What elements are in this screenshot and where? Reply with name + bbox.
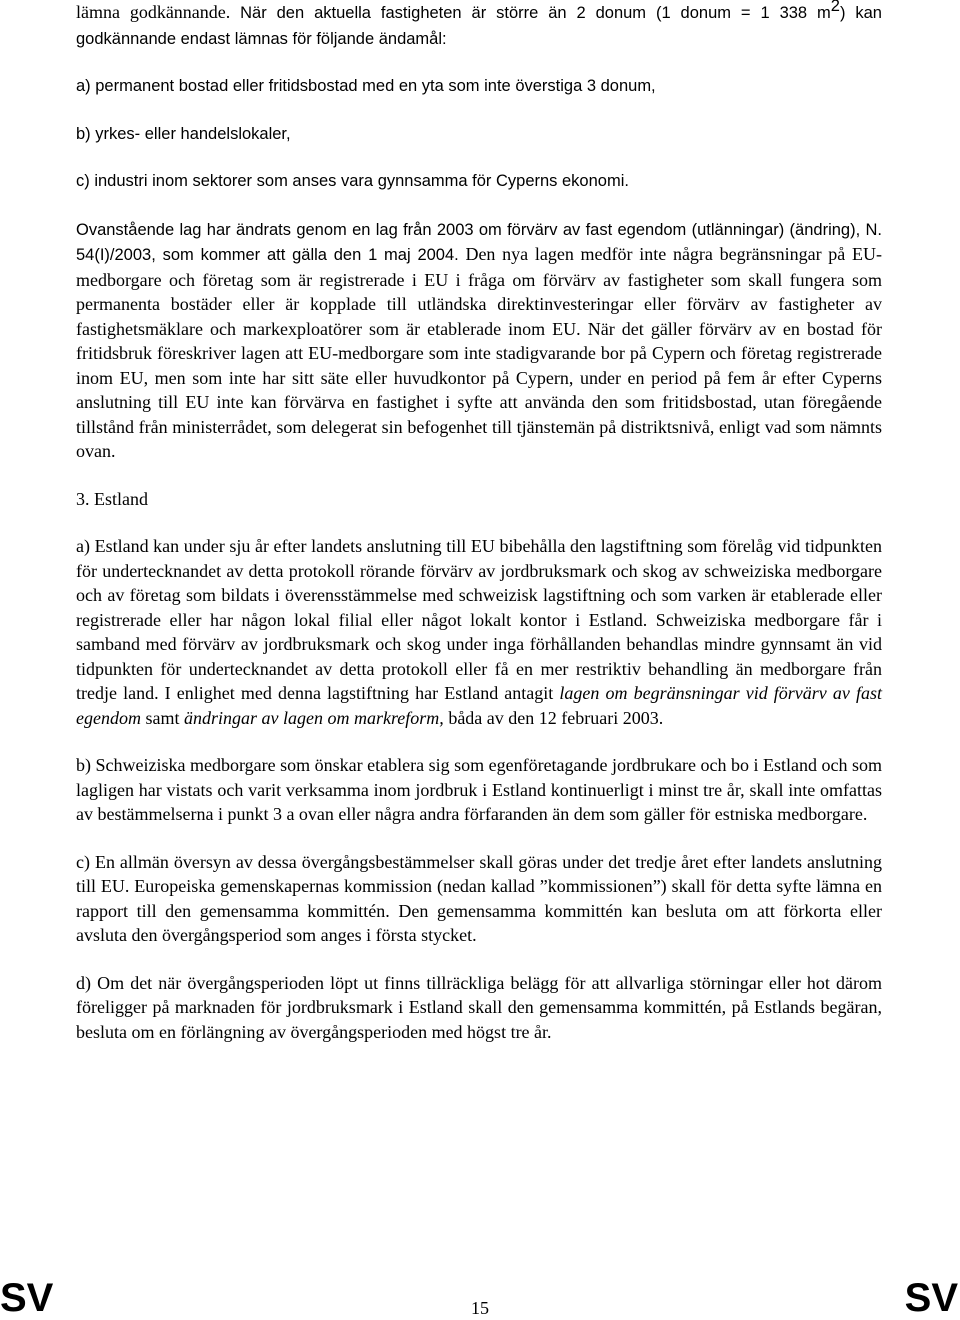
paragraph-amendment [76,217,882,464]
amend-text-b: Den nya lagen medför inte några begränsningar på EU-medborgare och företag som är registrerade i EU i fråga om förvärv av fastigheter som skall fungera som permanenta bostäder eller är kopplade till utländska direktinvesteringar eller förvärv av fastigheter av fastighetsmäklare och markexploatörer som är etablerade inom EU. [76,244,882,339]
page-number: 15 [471,1298,489,1318]
intro-text-b: När den aktuella fastigheten är större än 2 donum (1 donum = 1 338 m [240,4,831,22]
est-a-text-4: samt [140,707,184,728]
law-title-1: lagen om begränsningar vid förvärv av fast egendom [76,683,882,728]
intro-text-c: ) kan godkännande endast lämnas för följande ändamål: [76,4,882,48]
body-text [76,0,882,1067]
paragraph-estland-c [76,850,882,948]
list-item-b: b) yrkes- eller handelslokaler, [76,124,291,143]
list-item-c: c) industri inom sektorer som anses vara gynnsamma för Cyperns ekonomi. [76,172,629,190]
language-code-left: SV [0,1276,54,1320]
est-c-text-1: c) En allmän översyn av dessa övergångsbestämmelser skall göras under det tredje året efter landets anslutning till EU. [76,851,882,896]
est-a-text-1: a) Estland kan under sju år efter landets anslutning till EU bibehålla den lagstiftning som förelåg vid tidpunkten för undertecknandet av detta protokoll rörande förvärv av jordbruksmark och skog av schweiziska medborgare och av företag som bildats i överensstämmelse med schweizisk lagstiftning och som varken är etablerade eller registrerade eller har någon lokal filial eller något lokalt kontor i Estland. [76,536,882,630]
est-c-text-2: Europeiska gemenskapernas kommission (nedan kallad ”kommissionen”) skall för detta syfte lämna en rapport till den gemensamma kommittén. [76,876,883,921]
amend-text-a: Ovanstående lag har ändrats genom en lag från 2003 om förvärv av fast egendom (utlänningar) (ändring), N. 54(I)/2003, som kommer att gälla den 1 maj 2004. [76,220,882,264]
list-item-a: a) permanent bostad eller fritidsbostad med en yta som inte överstiga 3 donum, [76,77,656,95]
paragraph-estland-a [76,534,882,730]
law-title-2: ändringar av lagen om markreform, [183,707,444,728]
superscript: 2 [830,0,840,15]
est-a-text-5: båda av den 12 februari 2003. [443,707,664,728]
amend-text-c: När det gäller förvärv av en bostad för fritidsbruk föreskriver lagen att EU-medborgare som inte stadigvarande bor på Cypern och företag registrerade inom EU, men som inte har sitt säte eller huvudkontor på Cypern, under en period på fem år efter Cyperns anslutning till EU inte kan förvärva en fastighet i syfte att använda den som fritidsbostad, utan föregående tillstånd från ministerrådet, som delegerat sin befogenhet till tjänstemän på distriktsnivå, enligt vad som nämnts ovan. [76,318,882,461]
section-heading: 3. Estland [76,488,148,509]
est-a-text-3: I enlighet med denna lagstiftning har Estland antagit [158,683,560,703]
paragraph-estland-d: d) Om det när övergångsperioden löpt ut finns tillräckliga belägg för att allvarliga störningar eller hot därom föreligger på marknaden för jordbruksmark i Estland skall den gemensamma kommittén, på Estlands begäran, besluta om en förlängning av övergångsperioden med högst tre år. [76,972,882,1042]
language-code-right: SV [904,1276,958,1320]
est-a-text-2: Schweiziska medborgare får i samband med förvärv av jordbruksmark och skog under inga förhållanden behandlas mindre gynnsamt än vid tidpunkten för undertecknandet av detta protokoll eller få en mer restriktiv behandling än medborgare från tredje land. [76,609,882,703]
paragraph-estland-b: b) Schweiziska medborgare som önskar etablera sig som egenföretagande jordbrukare och bo i Estland och som lagligen har vistats och varit verksamma inom jordbruk i Estland kontinuerligt i minst tre år, skall inte omfattas av bestämmelserna i punkt 3 a ovan eller några andra förfaranden än dem som gäller för estniska medborgare. [76,755,882,824]
intro-text-a: lämna godkännande. [76,2,241,22]
est-c-text-3: Den gemensamma kommittén kan besluta om att förkorta eller avsluta den övergångsperiod som anges i första stycket. [76,900,882,945]
paragraph-intro [76,0,882,51]
